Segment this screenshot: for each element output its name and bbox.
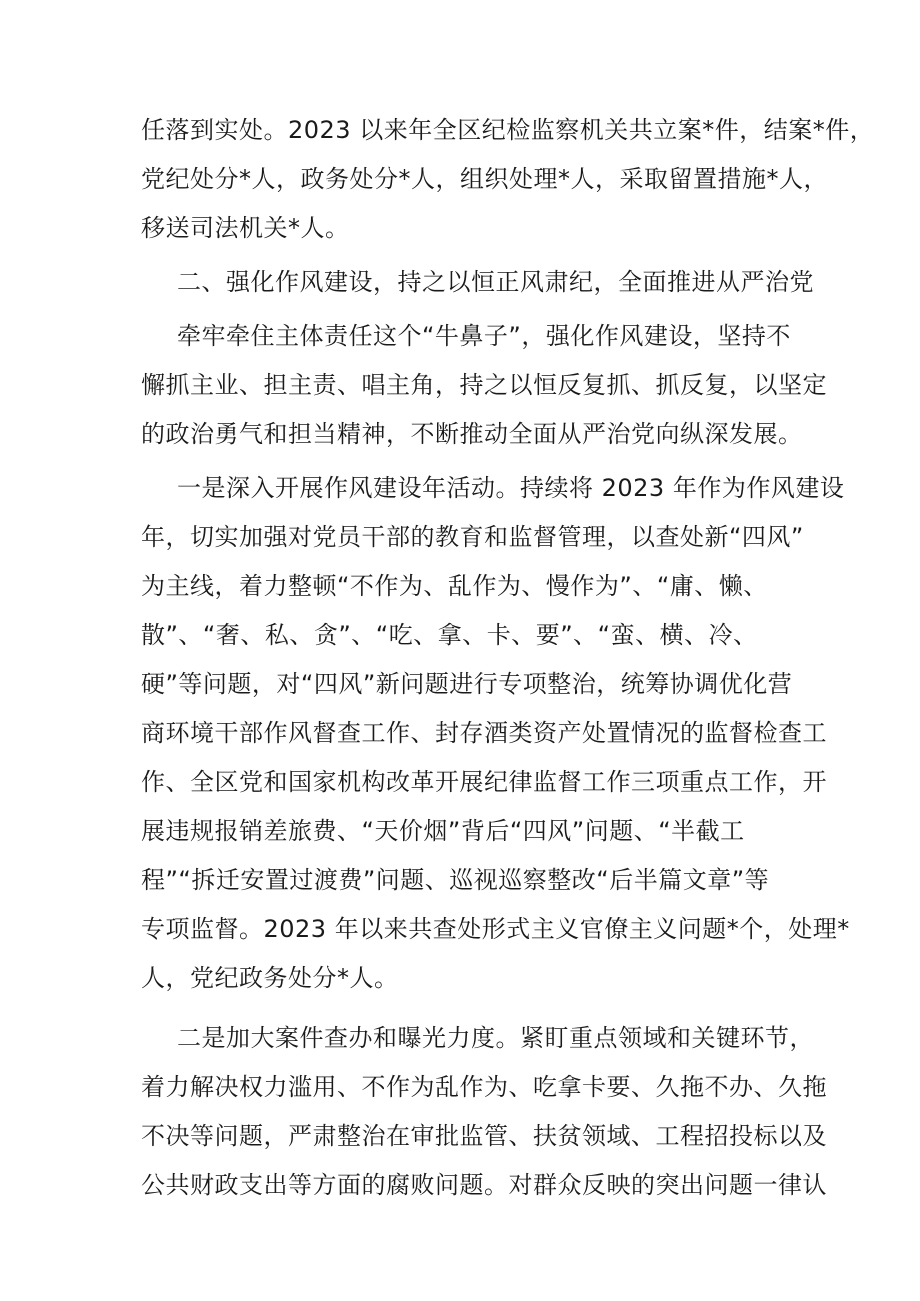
text-line: 牵牢牵住主体责任这个“牛鼻子”，强化作风建设，坚持不 bbox=[177, 322, 791, 350]
text-line: 硬”等问题，对“四风”新问题进行专项整治，统筹协调优化营 bbox=[141, 670, 793, 698]
text-line: 人，党纪政务处分*人。 bbox=[141, 964, 399, 992]
text-line: 程”“拆迁安置过渡费”问题、巡视巡察整改“后半篇文章”等 bbox=[141, 866, 770, 894]
text-line: 作、全区党和国家机构改革开展纪律监督工作三项重点工作，开 bbox=[141, 768, 827, 796]
text-line: 展违规报销差旅费、“天价烟”背后“四风”问题、“半截工 bbox=[141, 817, 745, 845]
text-line: 专项监督。2023 年以来共查处形式主义官僚主义问题*个，处理* bbox=[141, 915, 850, 943]
section-heading: 二、强化作风建设，持之以恒正风肃纪，全面推进从严治党 bbox=[177, 268, 814, 296]
text-line: 的政治勇气和担当精神，不断推动全面从严治党向纵深发展。 bbox=[141, 420, 803, 448]
text-line: 移送司法机关*人。 bbox=[141, 214, 350, 242]
text-line: 任落到实处。2023 以来年全区纪检监察机关共立案*件，结案*件， bbox=[141, 116, 875, 144]
text-line: 散”、“奢、私、贪”、“吃、拿、卡、要”、“蛮、横、冷、 bbox=[141, 621, 758, 649]
text-line: 公共财政支出等方面的腐败问题。对群众反映的突出问题一律认 bbox=[141, 1171, 827, 1199]
text-line: 一是深入开展作风建设年活动。持续将 2023 年作为作风建设 bbox=[177, 474, 845, 502]
text-line: 商环境干部作风督查工作、封存酒类资产处置情况的监督检查工 bbox=[141, 719, 827, 747]
text-line: 党纪处分*人，政务处分*人，组织处理*人，采取留置措施*人， bbox=[141, 165, 828, 193]
text-line: 为主线，着力整顿“不作为、乱作为、慢作为”、“庸、懒、 bbox=[141, 572, 768, 600]
text-line: 不决等问题，严肃整治在审批监管、扶贫领域、工程招投标以及 bbox=[141, 1122, 827, 1150]
text-line: 二是加大案件查办和曝光力度。紧盯重点领域和关键环节， bbox=[177, 1024, 814, 1052]
text-line: 年，切实加强对党员干部的教育和监督管理，以查处新“四风” bbox=[141, 523, 804, 551]
text-line: 着力解决权力滥用、不作为乱作为、吃拿卡要、久拖不办、久拖 bbox=[141, 1073, 827, 1101]
text-line: 懈抓主业、担主责、唱主角，持之以恒反复抓、抓反复，以坚定 bbox=[141, 371, 827, 399]
